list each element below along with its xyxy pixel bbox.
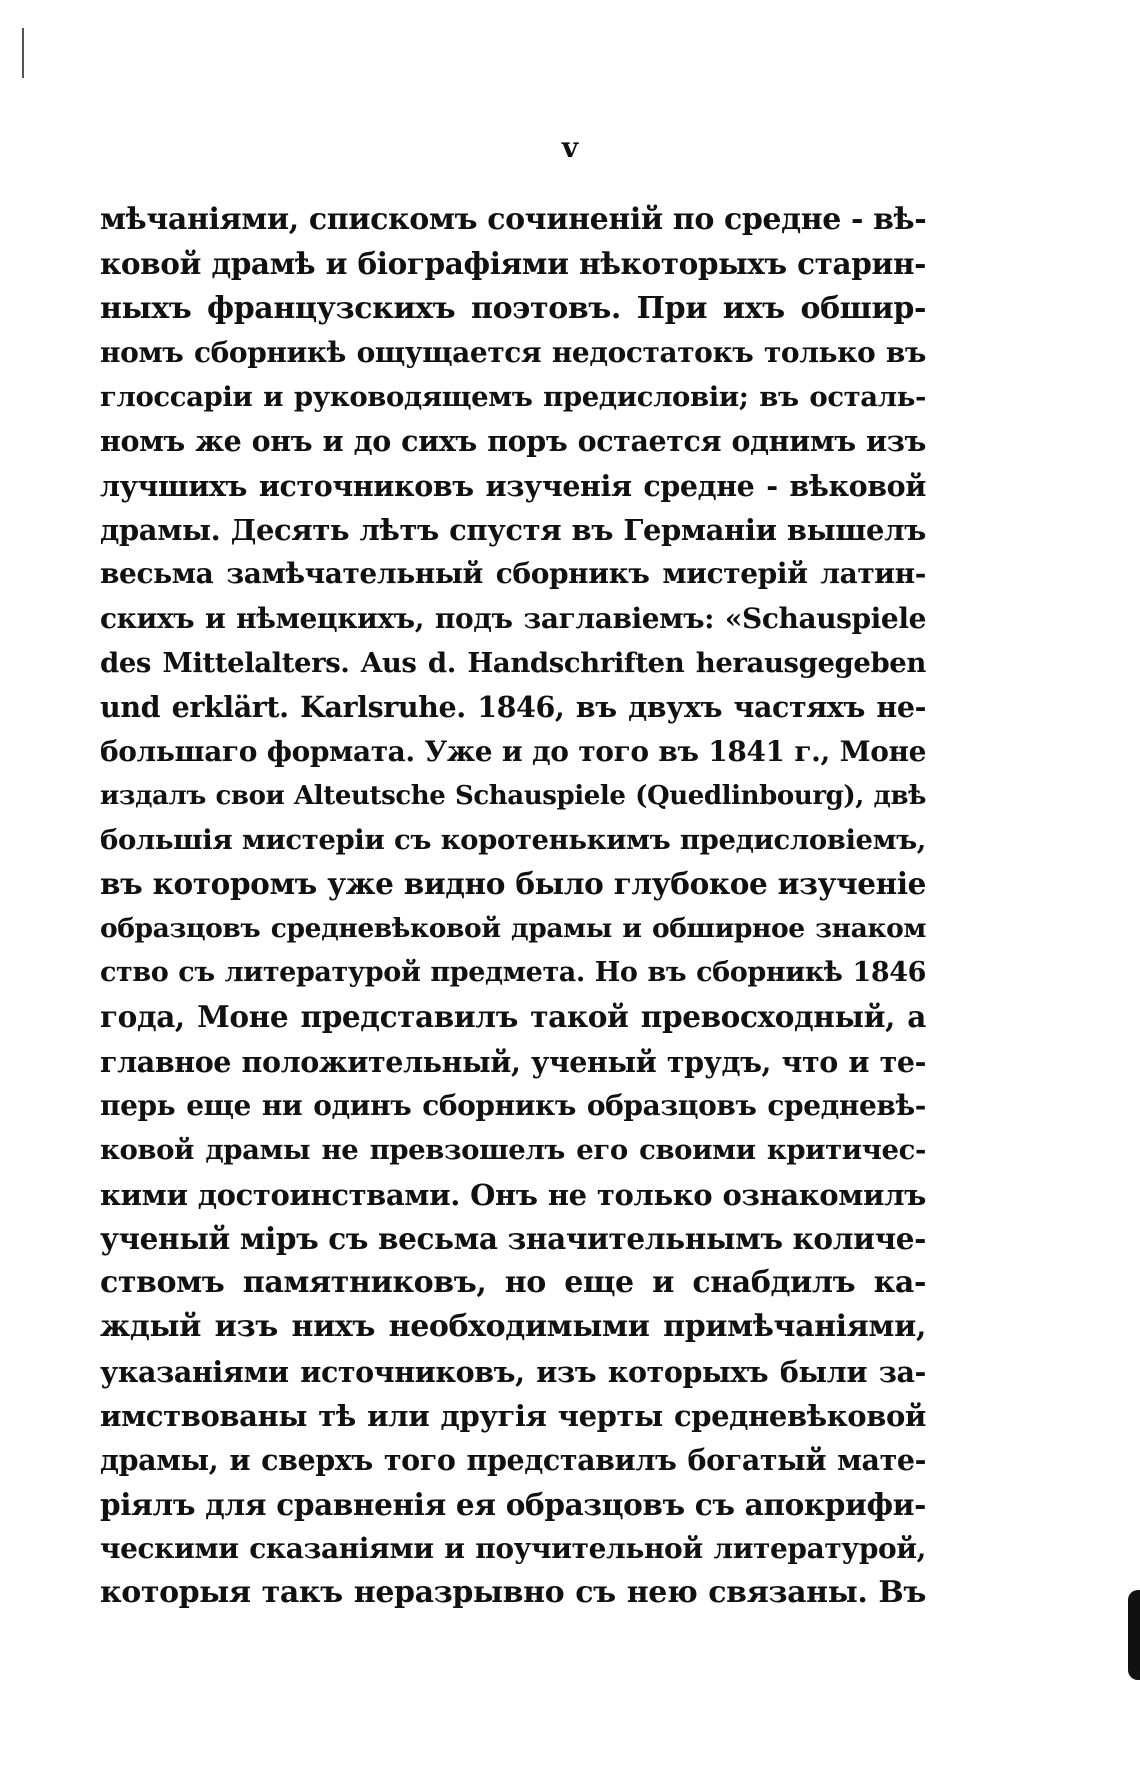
text-line: ріялъ для сравненія ея образцовъ съ апокрифи- — [100, 1486, 926, 1522]
text-line: ческими сказаніями и поучительной литературой, — [100, 1531, 926, 1565]
text-line: имствованы тѣ или другія черты средневѣковой — [100, 1399, 926, 1434]
text-line: весьма замѣчательный сборникъ мистерій латин- — [100, 557, 926, 591]
text-line: скихъ и нѣмецкихъ, подъ заглавіемъ: «Schauspiele — [100, 601, 926, 635]
text-line: образцовъ средневѣковой драмы и обширное знаком — [100, 912, 926, 944]
text-line: главное положительный, ученый трудъ, что и те- — [100, 1044, 926, 1079]
text-line: которыя такъ неразрывно съ нею связаны. Въ — [100, 1575, 926, 1611]
text-line: перь еще ни одинъ сборникъ образцовъ средневѣ- — [100, 1088, 926, 1122]
page-edge-mark — [22, 28, 24, 78]
binding-shadow — [1128, 1590, 1140, 1680]
text-line: издалъ свои Alteutsche Schauspiele (Quedlinbourg), двѣ — [100, 780, 926, 811]
text-line: драмы, и сверхъ того представилъ богатый мате- — [100, 1443, 926, 1478]
text-line: ствомъ памятниковъ, но еще и снабдилъ ка- — [100, 1265, 926, 1301]
text-line: номъ сборникѣ ощущается недостатокъ только въ — [100, 335, 926, 369]
text-line: und erklärt. Karlsruhe. 1846, въ двухъ частяхъ не- — [100, 690, 926, 725]
text-line: ученый міръ съ весьма значительнымъ количе- — [100, 1220, 926, 1256]
text-line: большія мистеріи съ коротенькимъ предисловіемъ, — [100, 824, 926, 857]
text-line: въ которомъ уже видно было глубокое изученіе — [100, 866, 926, 902]
text-line: драмы. Десять лѣтъ спустя въ Германіи вышелъ — [100, 513, 926, 548]
text-line: мѣчаніями, спискомъ сочиненій по средне - вѣ- — [100, 202, 927, 237]
page-number: v — [561, 131, 579, 164]
text-line: большаго формата. Уже и до того въ 1841 г., Моне — [100, 734, 926, 768]
text-line: лучшихъ источниковъ изученія средне - вѣковой — [100, 468, 926, 503]
text-line: года, Моне представилъ такой превосходный, а — [100, 999, 926, 1035]
text-line: указаніями источниковъ, изъ которыхъ были за- — [100, 1354, 926, 1389]
text-line: ныхъ французскихъ поэтовъ. При ихъ обшир- — [100, 290, 926, 326]
text-line: ство съ литературой предмета. Но въ сборникѣ 1846 — [100, 957, 926, 989]
text-line: des Mittelalters. Aus d. Handschriften herausgegeben — [100, 646, 926, 679]
text-line: ковой драмѣ и біографіями нѣкоторыхъ старин- — [100, 246, 926, 282]
text-line: ждый изъ нихъ необходимыми примѣчаніями, — [100, 1309, 926, 1345]
text-line: номъ же онъ и до сихъ поръ остается однимъ изъ — [100, 424, 926, 459]
text-line: ковой драмы не превзошелъ его своими критичес- — [100, 1134, 926, 1167]
text-line: глоссаріи и руководящемъ предисловіи; въ осталь- — [100, 381, 926, 414]
body-text — [100, 198, 926, 1616]
text-line: кими достоинствами. Онъ не только ознакомилъ — [100, 1177, 926, 1212]
